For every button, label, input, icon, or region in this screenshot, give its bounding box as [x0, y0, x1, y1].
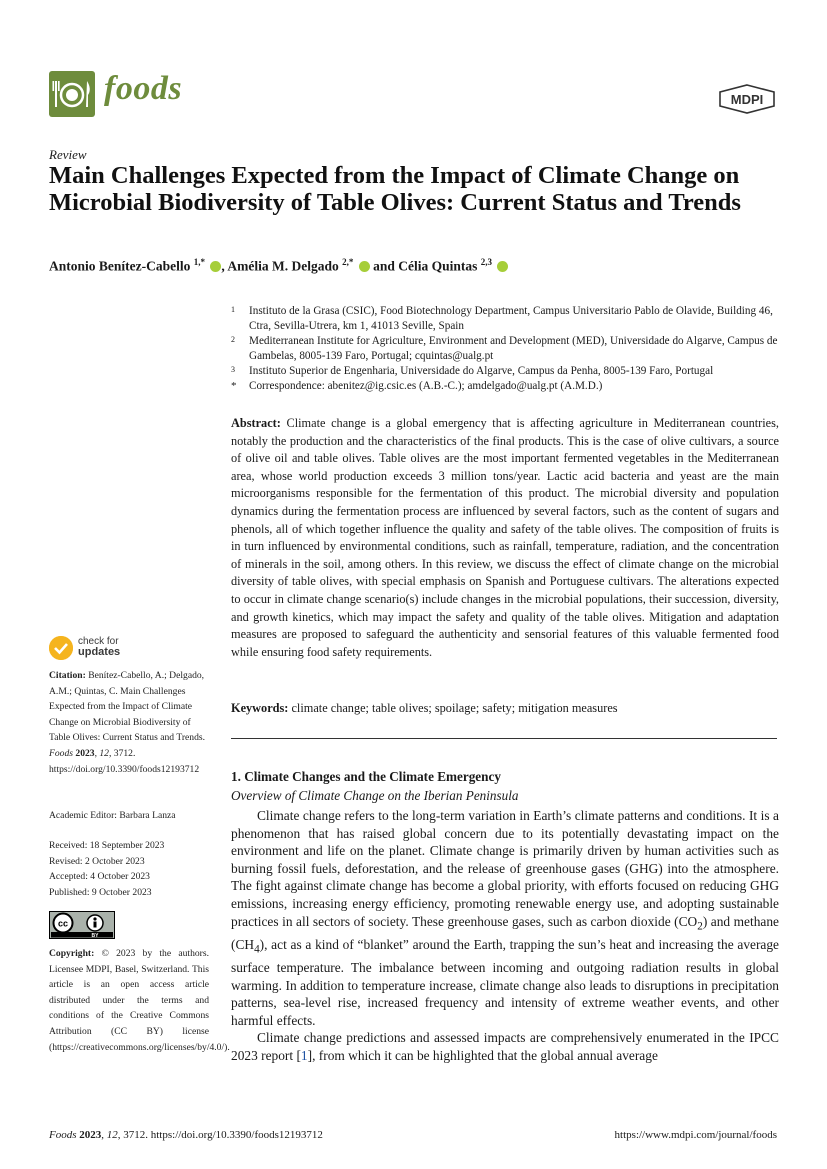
orcid-icon[interactable]	[359, 261, 370, 272]
orcid-icon[interactable]	[497, 261, 508, 272]
svg-text:MDPI: MDPI	[730, 92, 764, 107]
author-affiliation-mark: 2,*	[342, 257, 354, 267]
keywords	[231, 700, 779, 718]
revised-date: Revised: 2 October 2023	[49, 855, 145, 867]
accepted-date: Accepted: 4 October 2023	[49, 871, 150, 883]
abstract-text: Climate change is a global emergency that is affecting agriculture in Mediterranean countries, notably the production and the characteristics of the final products. This is the case of olive cultivars, a source of olive oil and table olives. Table olives are the most important fermented vegetables in the Mediterranean area, whose world production exceeds 3 million tons/year. Lactic acid bacteria and yeast are the main microorganisms responsible for the fermentation of this product. The microbial diversity and population dynamics during the fermentation process are influenced by several factors, such as the content of sugars and phenols, all of which together influence the quality and safety of the table olives. The composition of fruits is in turn influenced by environmental conditions, such as rainfall, temperature, radiation, and the concentration of minerals in the soil, among others. In this review, we discuss the effect of climate change on the microbial diversity of table olives, with special emphasis on Spanish and Portuguese cultivars. The alterations expected to occur in climate change scenario(s) include changes in the microbial populations, their succession, diversity, and growth kinetics, which may impact the safety and quality of the table olives. Mitigation and adaptation measures are proposed to safeguard the authenticity and sensorial features of this valuable fermented food while ensuring food safety requirements.	[231, 416, 779, 659]
journal-name: foods	[104, 70, 183, 107]
author-name[interactable]: Amélia M. Delgado	[227, 258, 339, 274]
abstract	[231, 415, 779, 661]
body-text	[231, 807, 779, 1065]
citation-doi-link[interactable]: 3712. https://doi.org/10.3390/foods12193712	[49, 747, 200, 775]
subsection-heading: Overview of Climate Change on the Iberian Peninsula	[231, 788, 519, 803]
author-name[interactable]: Célia Quintas	[398, 258, 478, 274]
affiliations	[231, 304, 779, 394]
keywords-text: climate change; table olives; spoilage; safety; mitigation measures	[291, 701, 618, 715]
affiliation-item: 1 Instituto de la Grasa (CSIC), Food Biotechnology Department, Campus Universitario Pablo de Olavide, Building 46, Ctra, Sevilla-Utrera, km 1, 41013 Seville, Spain	[231, 305, 773, 332]
received-date: Received: 18 September 2023	[49, 840, 165, 851]
footer-journal-link[interactable]: https://www.mdpi.com/journal/foods	[614, 1129, 777, 1141]
article-title: Main Challenges Expected from the Impact of Climate Change on Microbial Biodiversity of Table Olives: Current Status and Trends	[49, 162, 741, 216]
author-list: Antonio Benítez-Cabello $^{1,*}$ , Amélia M. Delgado $^{2,*}$ and Célia Quintas $^{2,3}$	[49, 257, 779, 275]
author-affiliation-mark: 1,*	[193, 257, 205, 267]
mdpi-logo	[718, 84, 776, 114]
section-divider	[231, 738, 777, 739]
published-date: Published: 9 October 2023	[49, 886, 152, 898]
reference-link[interactable]: 1	[300, 1048, 308, 1064]
orcid-icon[interactable]	[210, 261, 221, 272]
citation: Citation: Benítez-Cabello, A.; Delgado, A.M.; Quintas, C. Main Challenges Expected from the Impact of Climate Change on Microbial Biodiversity of Table Olives: Current Status and Trends. Foods 2023, 12, 3712. https://doi.org/10.3390/foods12193712	[49, 670, 206, 775]
check-for-updates-button[interactable]: check for updates	[78, 636, 121, 658]
check-for-updates-icon[interactable]	[49, 636, 73, 660]
author-name[interactable]: Antonio Benítez-Cabello	[49, 258, 191, 274]
paragraph: Climate change refers to the long-term variation in Earth’s climate patterns and conditions. It is a phenomenon that has raised global concern due to its potentially devastating impact on the environment and life on the planet. Climate change is primarily driven by human activities such as burning fossil fuels, deforestation, and the release of greenhouse gases (GHG) into the atmosphere. The fight against climate change has become a global priority, with efforts focused on reducing GHG emissions, increasing energy efficiency, promoting renewable energy use, and adopting sustainable practices in all sectors of society. These greenhouse gases, such as carbon dioxide $(CO_2)$ and methane $(CH_4)$, act as a kind of “blanket” around the Earth, trapping the sun’s heat and increasing the average surface temperature. The imbalance between incoming and outgoing radiation results in global warming. In addition to temperature increase, climate change also leads to disruptions in precipitation patterns, sea-level rise, increased frequency and intensity of extreme weather events, and other harmful effects.	[231, 808, 779, 1028]
academic-editor: Academic Editor: Barbara Lanza	[49, 810, 176, 821]
svg-text:cc: cc	[57, 918, 69, 929]
cc-by-license-icon[interactable]	[49, 911, 115, 939]
paragraph: Climate change predictions and assessed impacts are comprehensively enumerated in the IPCC 2023 report [1], from which it can be highlighted that the global annual average	[231, 1030, 779, 1064]
foods-journal-icon	[49, 71, 95, 117]
keywords-label: Keywords:	[231, 701, 289, 715]
author-affiliation-mark: 2,3	[480, 257, 493, 267]
copyright-notice: Copyright: © 2023 by the authors. Licensee MDPI, Basel, Switzerland. This article is an open access article distributed under the terms and conditions of the Creative Commons Attribution (CC BY) license (https://creativecommons.org/licenses/by/4.0/).	[49, 948, 230, 1053]
correspondence: * Correspondence: abenitez@ig.csic.es (A.B.-C.); amdelgado@ualg.pt (A.M.D.)	[231, 380, 603, 392]
svg-text:BY: BY	[91, 932, 99, 939]
article-type: Review	[49, 147, 87, 162]
section-heading: 1. Climate Changes and the Climate Emergency	[231, 769, 501, 784]
article-dates	[49, 838, 209, 900]
affiliation-item: 2 Mediterranean Institute for Agriculture, Environment and Development (MED), Universidade do Algarve, Campus de Gambelas, 8005-139 Faro, Portugal; cquintas@ualg.pt	[231, 335, 778, 362]
abstract-label: Abstract:	[231, 416, 281, 430]
affiliation-item: 3 Instituto Superior de Engenharia, Universidade do Algarve, Campus da Penha, 8005-139 Faro, Portugal	[231, 365, 714, 377]
footer-citation: Foods 2023, 12, 3712. https://doi.org/10.3390/foods12193712	[49, 1129, 323, 1141]
